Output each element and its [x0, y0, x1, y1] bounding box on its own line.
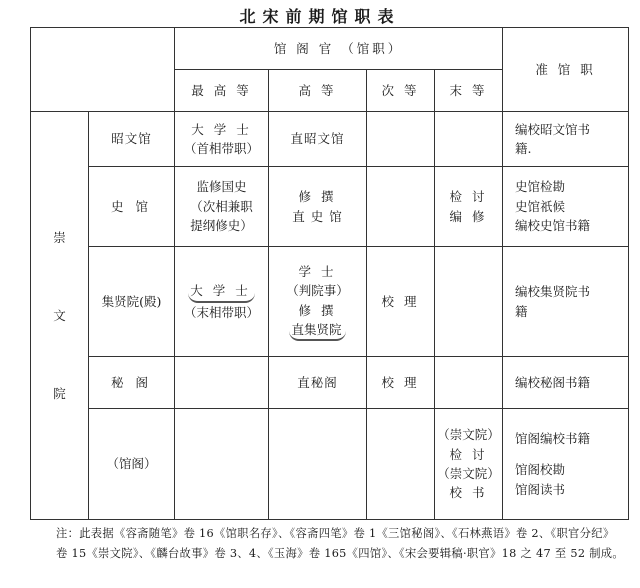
cell-highest: 监修国史 （次相兼职 提纲修史）	[175, 167, 269, 247]
cell-zhun: 馆阁编校书籍 馆阁校勘 馆阁读书	[503, 409, 629, 520]
cell-high: 直秘阁	[269, 357, 367, 409]
row-name: 秘 阁	[89, 357, 175, 409]
cell-high: 直昭文馆	[269, 112, 367, 167]
header-zhun-guanzhi: 准 馆 职	[503, 28, 629, 112]
header-level-last: 末 等	[435, 70, 503, 112]
official-posts-table	[30, 27, 629, 520]
header-level-highest: 最 高 等	[175, 70, 269, 112]
header-level-second: 次 等	[367, 70, 435, 112]
cell-last	[435, 247, 503, 357]
cell-second	[367, 167, 435, 247]
cell-second	[367, 409, 435, 520]
row-name: 集贤院(殿)	[89, 247, 175, 357]
cell-second	[367, 112, 435, 167]
cell-highest	[175, 357, 269, 409]
cell-last: 检 讨 编 修	[435, 167, 503, 247]
cell-highest: 大 学 士 （首相带职）	[175, 112, 269, 167]
cell-second: 校 理	[367, 247, 435, 357]
row-name: （馆阁）	[89, 409, 175, 520]
side-char: 崇	[53, 229, 66, 245]
cell-zhun: 编校昭文馆书 籍.	[503, 112, 629, 167]
header-guange-group: 馆 阁 官 （馆职）	[175, 28, 503, 70]
source-note: 注：此表据《容斋随笔》卷 16《馆职名存》、《容斋四笔》卷 1《三馆秘阁》、《石林燕语》卷 2、《职官分纪》卷 15《崇文院》、《麟台故事》卷 3、4、《玉海》卷 165《四馆》、《宋会要辑稿·职官》18 之 47 至 52 制成。	[56, 527, 624, 560]
cell-highest: 大 学 士 （末相带职）	[175, 247, 269, 357]
cell-zhun: 史馆检勘 史馆祇候 编校史馆书籍	[503, 167, 629, 247]
cell-zhun: 编校集贤院书 籍	[503, 247, 629, 357]
underlined-text: 大 学 士	[188, 281, 254, 302]
table-title: 北宋前期馆职表	[239, 7, 401, 26]
cell-last	[435, 112, 503, 167]
cell-highest	[175, 409, 269, 520]
cell-high: 学 士 （判院事） 修 撰 直集贤院	[269, 247, 367, 357]
cell-zhun: 编校秘阁书籍	[503, 357, 629, 409]
corner-cell	[31, 28, 175, 112]
side-char: 院	[53, 385, 66, 401]
chongwenyuan-label	[31, 112, 89, 520]
cell-second: 校 理	[367, 357, 435, 409]
underlined-text: 直集贤院	[289, 320, 345, 341]
row-name: 史 馆	[89, 167, 175, 247]
cell-high	[269, 409, 367, 520]
row-name: 昭文馆	[89, 112, 175, 167]
cell-last: （崇文院） 检 讨 （崇文院） 校 书	[435, 409, 503, 520]
cell-high: 修 撰 直 史 馆	[269, 167, 367, 247]
header-level-high: 高 等	[269, 70, 367, 112]
side-char: 文	[53, 307, 66, 323]
cell-last	[435, 357, 503, 409]
